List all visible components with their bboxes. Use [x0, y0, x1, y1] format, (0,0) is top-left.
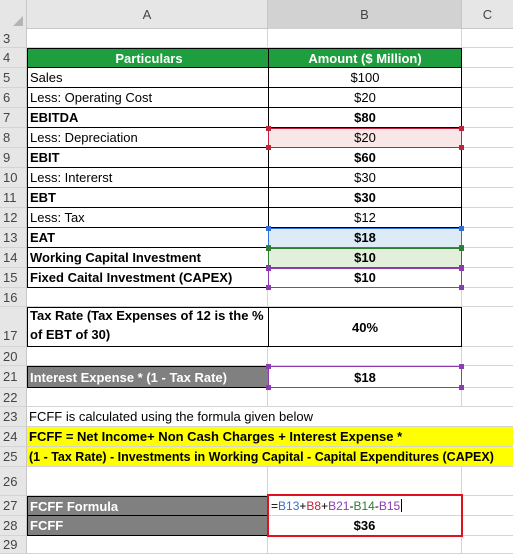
row-8 — [0, 128, 513, 148]
cell-b10[interactable]: $30 — [268, 168, 462, 188]
cell-c22[interactable] — [462, 388, 513, 407]
row-header[interactable]: 29 — [0, 536, 27, 554]
cell-a3[interactable] — [27, 29, 268, 48]
cell-c9[interactable] — [462, 148, 513, 168]
cell-c3[interactable] — [462, 29, 513, 48]
cell-a7[interactable]: EBITDA — [27, 108, 268, 128]
row-header[interactable]: 26 — [0, 467, 27, 496]
cell-a29[interactable] — [27, 536, 268, 554]
row-7 — [0, 108, 513, 128]
formula-op: + — [321, 498, 329, 513]
cell-c28[interactable] — [462, 516, 513, 536]
cell-b11[interactable]: $30 — [268, 188, 462, 208]
cell-c14[interactable] — [462, 248, 513, 268]
row-5 — [0, 68, 513, 88]
cell-a26[interactable] — [27, 467, 268, 496]
cell-b15[interactable]: $10 — [268, 268, 462, 288]
formula-op: - — [374, 498, 379, 513]
cell-b13[interactable]: $18 — [268, 228, 462, 248]
select-all-triangle-icon — [13, 16, 23, 26]
cell-c8[interactable] — [462, 128, 513, 148]
cell-a13[interactable]: EAT — [27, 228, 268, 248]
row-header[interactable]: 17 — [0, 307, 27, 347]
row-10 — [0, 168, 513, 188]
row-header[interactable]: 15 — [0, 268, 27, 288]
cell-b6[interactable]: $20 — [268, 88, 462, 108]
row-header[interactable]: 6 — [0, 88, 27, 108]
row-header[interactable]: 14 — [0, 248, 27, 268]
row-28 — [0, 516, 513, 536]
cell-c20[interactable] — [462, 347, 513, 366]
cell-a17[interactable]: Tax Rate (Tax Expenses of 12 is the % of EBT of 30) — [27, 307, 268, 347]
row-6 — [0, 88, 513, 108]
cell-b22[interactable] — [268, 388, 462, 407]
row-header[interactable]: 23 — [0, 407, 27, 427]
row-header[interactable]: 10 — [0, 168, 27, 188]
row-13 — [0, 228, 513, 248]
cell-a9[interactable]: EBIT — [27, 148, 268, 168]
cell-c26[interactable] — [462, 467, 513, 496]
column-header-b[interactable]: B — [268, 0, 462, 29]
cell-b14[interactable]: $10 — [268, 248, 462, 268]
cell-b20[interactable] — [268, 347, 462, 366]
row-header[interactable]: 3 — [0, 29, 27, 48]
row-24 — [0, 427, 513, 447]
row-header[interactable]: 7 — [0, 108, 27, 128]
cell-c21[interactable] — [462, 366, 513, 388]
cell-c11[interactable] — [462, 188, 513, 208]
cell-c16[interactable] — [462, 288, 513, 307]
cell-b29[interactable] — [268, 536, 462, 554]
cell-c4[interactable] — [462, 48, 513, 68]
formula-ref-b21: B21 — [328, 498, 350, 513]
cell-c6[interactable] — [462, 88, 513, 108]
table-header-amount[interactable]: Amount ($ Million) — [268, 48, 462, 68]
row-header[interactable]: 8 — [0, 128, 27, 148]
cell-b17[interactable]: 40% — [268, 307, 462, 347]
row-3 — [0, 29, 513, 48]
cell-c10[interactable] — [462, 168, 513, 188]
cell-a27[interactable]: FCFF Formula — [27, 496, 268, 516]
formula-edit-cell[interactable] — [268, 496, 462, 516]
row-21 — [0, 366, 513, 388]
cell-a20[interactable] — [27, 347, 268, 366]
row-header[interactable]: 16 — [0, 288, 27, 307]
cell-a23[interactable]: FCFF is calculated using the formula given below — [27, 407, 462, 427]
column-header-bar — [0, 0, 513, 29]
cell-a5[interactable]: Sales — [27, 68, 268, 88]
formula-ref-b13: B13 — [278, 498, 300, 513]
row-header[interactable]: 22 — [0, 388, 27, 407]
text-cursor — [401, 499, 402, 512]
column-header-a[interactable]: A — [27, 0, 268, 29]
cell-a28[interactable]: FCFF — [27, 516, 268, 536]
row-29 — [0, 536, 513, 554]
cell-b7[interactable]: $80 — [268, 108, 462, 128]
formula-ref-b14: B14 — [353, 498, 375, 513]
formula-op: + — [299, 498, 307, 513]
row-27 — [0, 496, 513, 516]
cell-b21[interactable]: $18 — [268, 366, 462, 388]
row-header[interactable]: 13 — [0, 228, 27, 248]
cell-c5[interactable] — [462, 68, 513, 88]
cell-b28[interactable]: $36 — [268, 516, 462, 536]
cell-a10[interactable]: Less: Intererst — [27, 168, 268, 188]
row-17 — [0, 307, 513, 347]
row-header[interactable]: 21 — [0, 366, 27, 388]
cell-c29[interactable] — [462, 536, 513, 554]
formula-ref-b8: B8 — [306, 498, 322, 513]
row-20 — [0, 347, 513, 366]
row-25 — [0, 447, 513, 467]
cell-c13[interactable] — [462, 228, 513, 248]
row-14 — [0, 248, 513, 268]
row-header[interactable]: 24 — [0, 427, 27, 447]
cell-a21[interactable]: Interest Expense * (1 - Tax Rate) — [27, 366, 268, 388]
row-9 — [0, 148, 513, 168]
cell-a6[interactable]: Less: Operating Cost — [27, 88, 268, 108]
row-header[interactable]: 20 — [0, 347, 27, 366]
row-4 — [0, 48, 513, 68]
row-header[interactable]: 5 — [0, 68, 27, 88]
cell-c23[interactable] — [462, 407, 513, 427]
cell-c17[interactable] — [462, 307, 513, 347]
formula-text-line-2[interactable]: (1 - Tax Rate) - Investments in Working Capital - Capital Expenditures (CAPEX) — [27, 447, 513, 467]
cell-b5[interactable]: $100 — [268, 68, 462, 88]
row-header[interactable]: 9 — [0, 148, 27, 168]
cell-b16[interactable] — [268, 288, 462, 307]
cell-c15[interactable] — [462, 268, 513, 288]
formula-ref-b15: B15 — [378, 498, 401, 513]
row-15 — [0, 268, 513, 288]
row-header[interactable]: 11 — [0, 188, 27, 208]
cell-a12[interactable]: Less: Tax — [27, 208, 268, 228]
row-16 — [0, 288, 513, 307]
formula-op: - — [349, 498, 354, 513]
table-header-particulars[interactable]: Particulars — [27, 48, 268, 68]
row-11 — [0, 188, 513, 208]
cell-a14[interactable]: Working Capital Investment — [27, 248, 268, 268]
cell-c12[interactable] — [462, 208, 513, 228]
formula-equals: = — [271, 498, 279, 513]
select-all-corner[interactable] — [0, 0, 27, 29]
cell-b26[interactable] — [268, 467, 462, 496]
cell-a15[interactable]: Fixed Caital Investment (CAPEX) — [27, 268, 268, 288]
cell-c7[interactable] — [462, 108, 513, 128]
cell-b9[interactable]: $60 — [268, 148, 462, 168]
cell-a16[interactable] — [27, 288, 268, 307]
cell-a22[interactable] — [27, 388, 268, 407]
cell-b8[interactable]: $20 — [268, 128, 462, 148]
row-26 — [0, 467, 513, 496]
cell-a8[interactable]: Less: Depreciation — [27, 128, 268, 148]
row-23 — [0, 407, 513, 427]
row-22 — [0, 388, 513, 407]
row-header[interactable]: 25 — [0, 447, 27, 467]
row-header[interactable]: 4 — [0, 48, 27, 68]
row-header[interactable]: 27 — [0, 496, 27, 516]
row-header[interactable]: 12 — [0, 208, 27, 228]
cell-a11[interactable]: EBT — [27, 188, 268, 208]
cell-b12[interactable]: $12 — [268, 208, 462, 228]
column-header-c[interactable]: C — [482, 7, 493, 22]
row-header[interactable]: 28 — [0, 516, 27, 536]
formula-text-line-1[interactable]: FCFF = Net Income+ Non Cash Charges + Interest Expense * — [27, 427, 513, 447]
row-12 — [0, 208, 513, 228]
cell-c27[interactable] — [462, 496, 513, 516]
cell-b3[interactable] — [268, 29, 462, 48]
